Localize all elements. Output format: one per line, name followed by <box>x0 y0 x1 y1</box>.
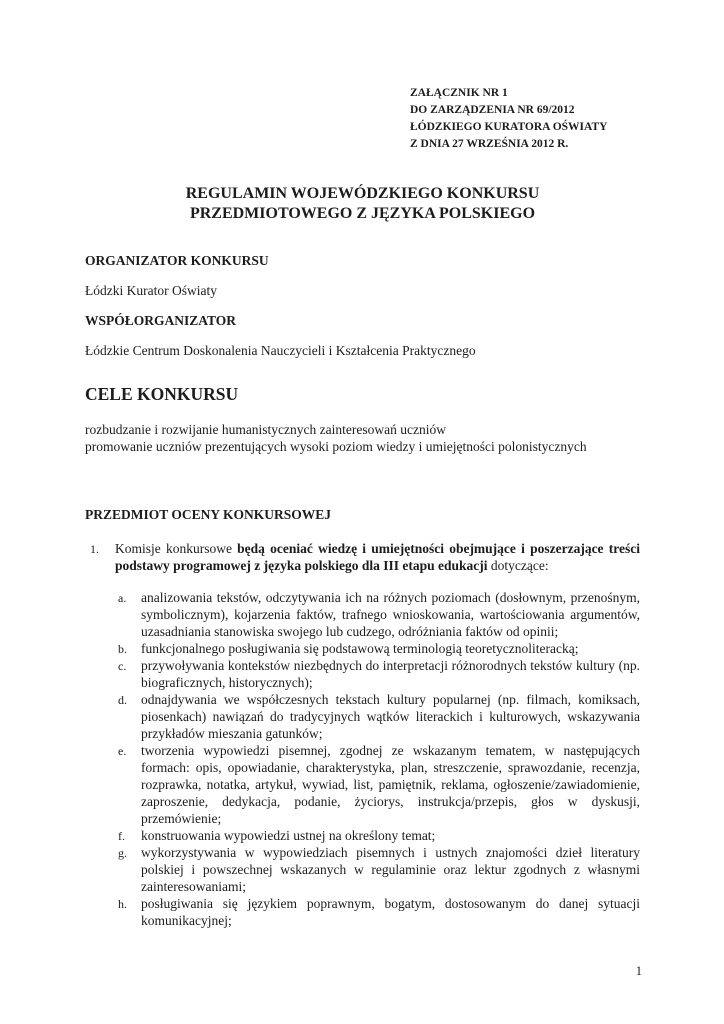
document-title-line: REGULAMIN WOJEWÓDZKIEGO KONKURSU <box>185 185 540 202</box>
sub-list-item-d <box>85 691 640 742</box>
sub-list-item-c <box>85 657 640 691</box>
sub-item-text: wykorzystywania w wypowiedziach pisemnych i ustnych znajomości dzieł literatury polskiej i powszechnej wskazanych w regulaminie oraz lektur zgodnych z własnymi zainteresowaniami; <box>141 845 640 894</box>
annex-header-line: DO ZARZĄDZENIA NR 69/2012 <box>410 104 575 116</box>
sub-item-text: odnajdywania we współczesnych tekstach kultury popularnej (np. filmach, komiksach, piosenkach) nawiązań do tradycyjnych wątków literackich i kulturowych, wskazywania przykładów mieszania gatunków; <box>141 692 640 741</box>
sub-item-text: analizowania tekstów, odczytywania ich na różnych poziomach (dosłownym, przenośnym, symbolicznym), kojarzenia faktów, trafnego wnioskowania, wartościowania argumentów, uzasadniania stanowiska swojego lub cudzego, odróżniania faktów od opinii; <box>141 590 640 639</box>
coorganizer-value: Łódzkie Centrum Doskonalenia Nauczycieli i Kształcenia Praktycznego <box>85 343 476 358</box>
annex-header-line: ŁÓDZKIEGO KURATORA OŚWIATY <box>410 121 608 133</box>
sub-item-text: konstruowania wypowiedzi ustnej na określony temat; <box>141 828 436 843</box>
sub-item-text: przywoływania kontekstów niezbędnych do interpretacji różnorodnych tekstów kultury (np. biograficznych, historycznych); <box>141 658 640 690</box>
goals-heading: CELE KONKURSU <box>85 384 239 404</box>
sub-item-text: funkcjonalnego posługiwania się podstawową terminologią teoretycznoliteracką; <box>141 641 579 656</box>
organizer-heading: ORGANIZATOR KONKURSU <box>85 253 269 268</box>
goal-item: rozbudzanie i rozwijanie humanistycznych zainteresowań uczniów <box>85 422 446 437</box>
sub-item-letter: h. <box>118 897 127 911</box>
sub-item-letter: g. <box>118 846 127 860</box>
sub-list-item-h <box>85 895 640 929</box>
numbered-item-1-text-end: dotyczące: <box>487 558 549 573</box>
sub-item-letter: b. <box>118 642 127 656</box>
sub-item-letter: d. <box>118 693 127 707</box>
numbered-item-1-text-bold: będą oceniać wiedzę i umiejętności obejmujące i poszerzające treści podstawy programowej z języka polskiego dla III etapu edukacji <box>115 541 640 573</box>
sub-item-letter: f. <box>118 829 125 843</box>
numbered-item-1-text-start: Komisje konkursowe <box>115 541 238 556</box>
sub-item-letter: a. <box>118 591 127 605</box>
page-number: 1 <box>635 964 642 978</box>
sub-list-item-f <box>85 827 640 844</box>
sub-item-text: tworzenia wypowiedzi pisemnej, zgodnej ze wskazanym tematem, w następujących formach: opis, opowiadanie, charakterystyka, plan, streszczenie, sprawozdanie, recenzja, rozprawka, notatka, artykuł, wywiad, list, pamiętnik, reklama, ogłoszenie/zawiadomienie, zaproszenie, dedykacja, podanie, życiorys, instrukcja/przepis, głos w dyskusji, przemówienie; <box>141 743 640 826</box>
document-title-line: PRZEDMIOTOWEGO Z JĘZYKA POLSKIEGO <box>189 205 536 222</box>
goals-list <box>85 421 640 455</box>
goal-item: promowanie uczniów prezentujących wysoki poziom wiedzy i umiejętności polonistycznych <box>85 439 587 454</box>
sub-list <box>85 589 640 929</box>
annex-header-line: ZAŁĄCZNIK NR 1 <box>410 87 508 99</box>
sub-item-letter: e. <box>118 744 127 758</box>
coorganizer-heading: WSPÓŁORGANIZATOR <box>85 313 237 328</box>
document-title <box>85 184 640 224</box>
annex-header-line: Z DNIA 27 WRZEŚNIA 2012 R. <box>410 138 569 150</box>
subject-heading: PRZEDMIOT OCENY KONKURSOWEJ <box>85 507 332 522</box>
sub-list-item-g <box>85 844 640 895</box>
sub-list-item-e <box>85 742 640 827</box>
sub-list-item-b <box>85 640 640 657</box>
numbered-item-1 <box>85 540 640 574</box>
organizer-value: Łódzki Kurator Oświaty <box>85 283 217 298</box>
sub-list-item-a <box>85 589 640 640</box>
sub-item-text: posługiwania się językiem poprawnym, bogatym, dostosowanym do danej sytuacji komunikacyjnej; <box>141 896 640 928</box>
sub-item-letter: c. <box>118 659 127 673</box>
numbered-item-1-label: 1. <box>90 542 99 556</box>
annex-header <box>410 85 640 153</box>
